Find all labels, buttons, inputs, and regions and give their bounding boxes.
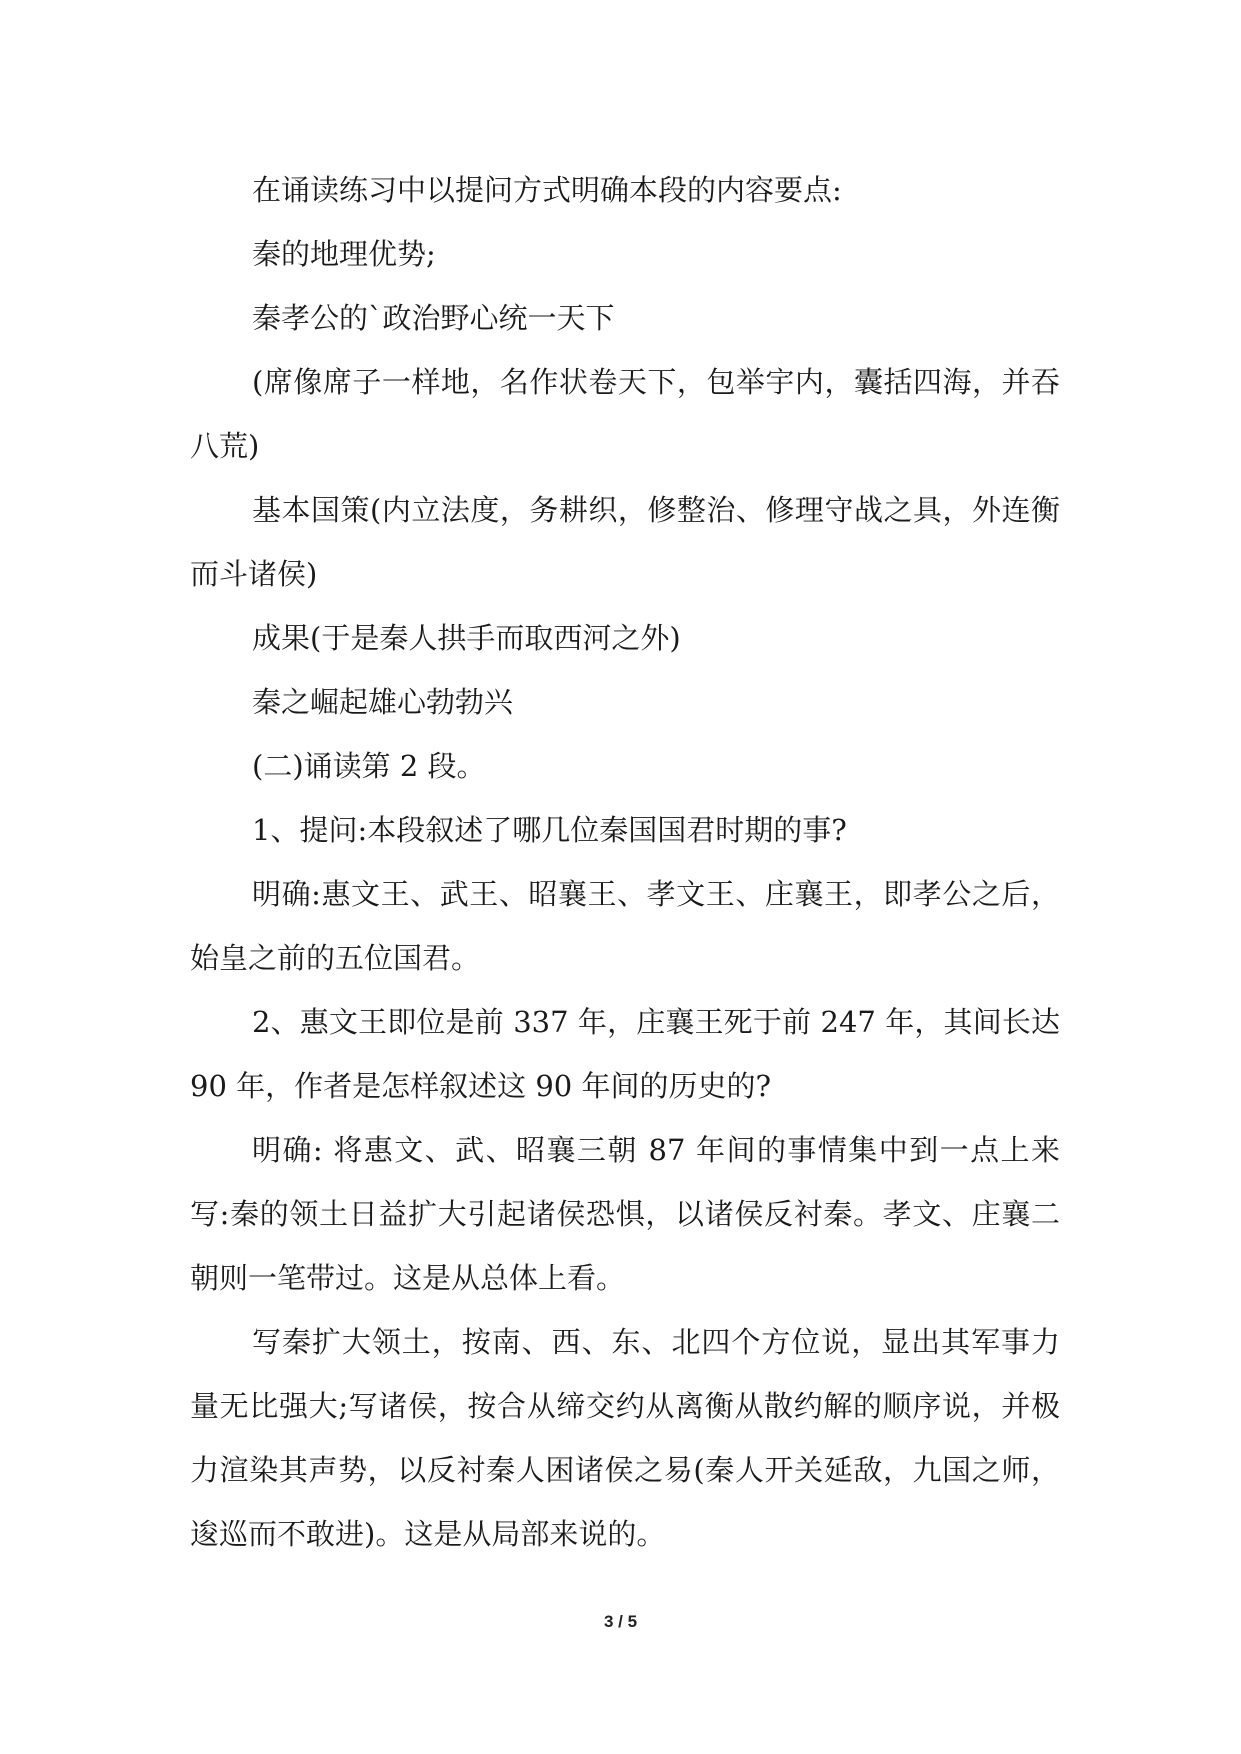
paragraph: 明确: 将惠文、武、昭襄三朝 87 年间的事情集中到一点上来写:秦的领土日益扩大引起诸侯恐惧，以诸侯反衬秦。孝文、庄襄二朝则一笔带过。这是从总体上看。	[190, 1133, 1060, 1295]
paragraph: 写秦扩大领土，按南、西、东、北四个方位说，显出其军事力量无比强大;写诸侯，按合从缔交约从离衡从散约解的顺序说，并极力渲染其声势，以反衬秦人困诸侯之易(秦人开关延敌，九国之师，逡巡而不敢进)。这是从局部来说的。	[190, 1325, 1060, 1551]
paragraph: 2、惠文王即位是前 337 年，庄襄王死于前 247 年，其间长达 90 年，作者是怎样叙述这 90 年间的历史的?	[190, 1005, 1060, 1103]
page-number: 3 / 5	[603, 1612, 638, 1631]
paragraph: (席像席子一样地，名作状卷天下，包举宇内，囊括四海，并吞八荒)	[190, 365, 1060, 463]
document-body	[190, 158, 1060, 1566]
paragraph: 秦的地理优势;	[252, 237, 436, 271]
paragraph: 秦之崛起雄心勃勃兴	[252, 685, 514, 719]
paragraph: 成果(于是秦人拱手而取西河之外)	[252, 621, 681, 655]
paragraph: 在诵读练习中以提问方式明确本段的内容要点:	[252, 173, 842, 207]
paragraph: (二)诵读第 2 段。	[252, 749, 486, 783]
paragraph: 1、提问:本段叙述了哪几位秦国国君时期的事?	[252, 813, 847, 847]
paragraph: 秦孝公的`政治野心统一天下	[252, 301, 615, 335]
paragraph: 基本国策(内立法度，务耕织，修整治、修理守战之具，外连衡而斗诸侯)	[190, 493, 1060, 591]
paragraph: 明确:惠文王、武王、昭襄王、孝文王、庄襄王，即孝公之后，始皇之前的五位国君。	[190, 877, 1060, 975]
